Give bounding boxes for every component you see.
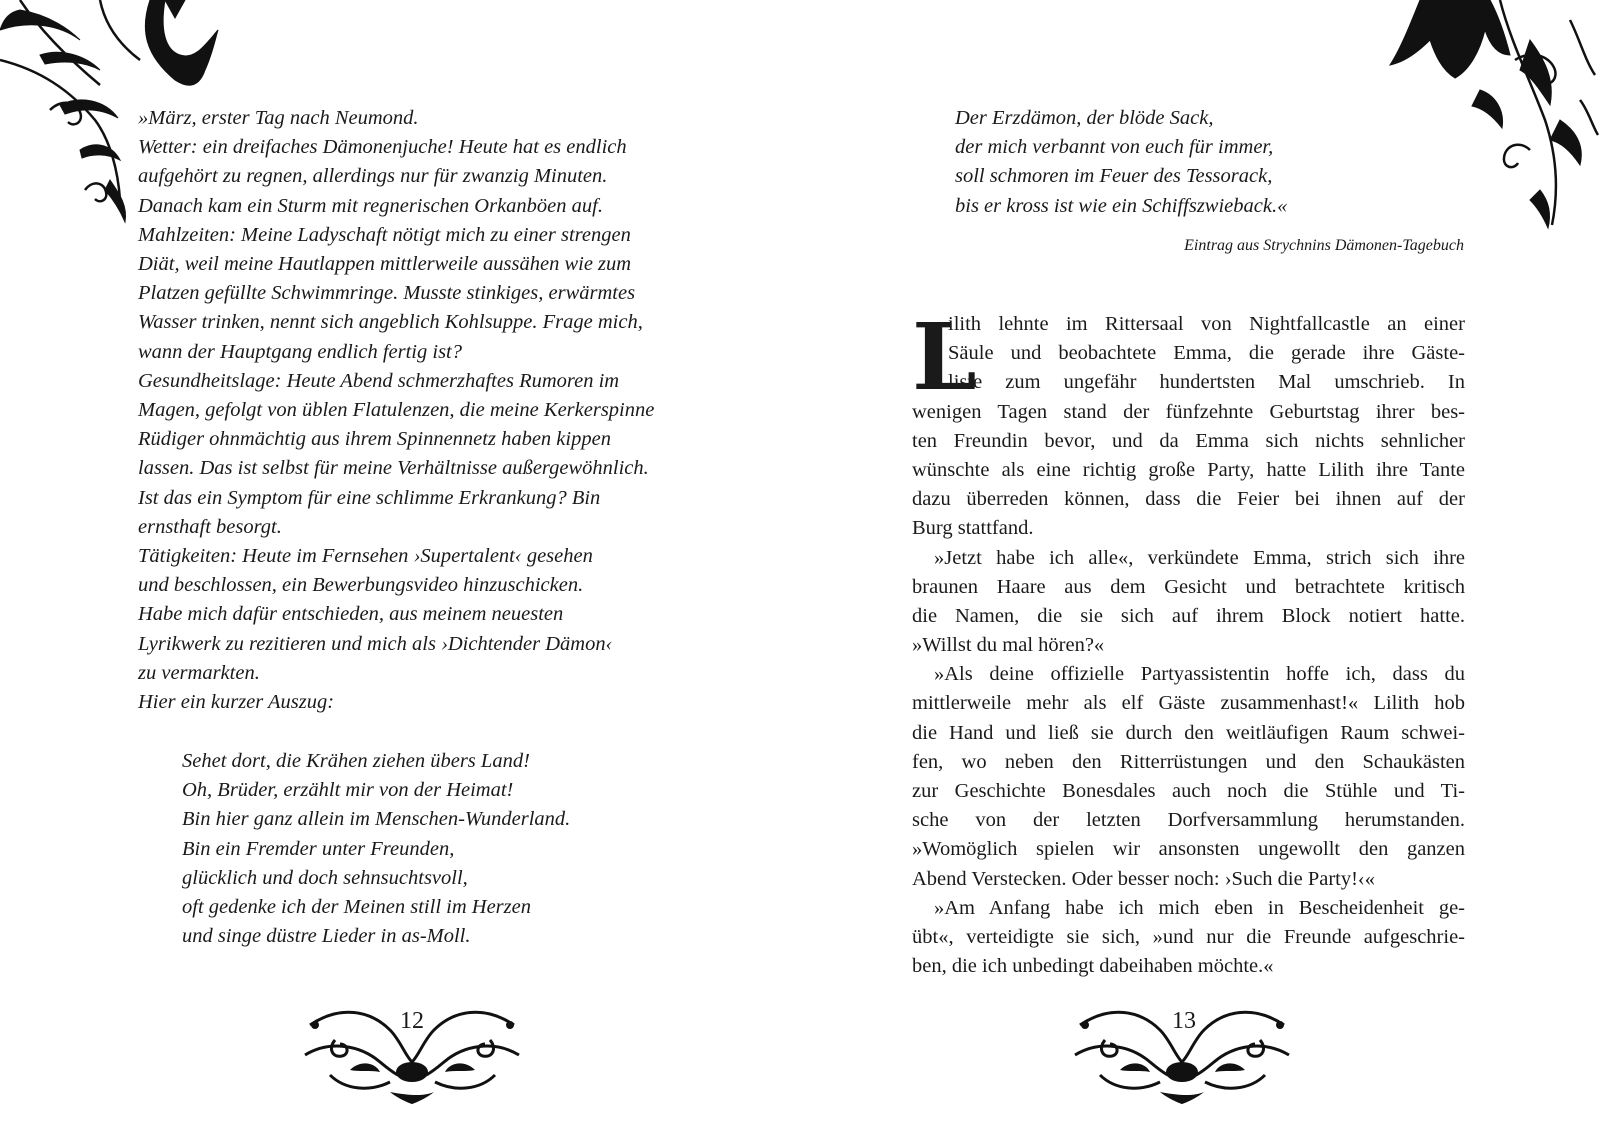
body-line: braunen Haare aus dem Gesicht und betrachtete kritisch <box>912 575 1465 598</box>
diary-attribution: Eintrag aus Strychnins Dämonen-Tagebuch <box>1184 237 1464 254</box>
poem-stanza <box>182 747 570 951</box>
body-line: wenigen Tagen stand der fünfzehnte Geburtstag ihrer bes- <box>912 400 1465 423</box>
diary-line: Danach kam ein Sturm mit regnerischen Orkanböen auf. <box>138 194 603 217</box>
body-line: ten Freundin bevor, und da Emma sich nichts sehnlicher <box>912 429 1465 452</box>
diary-line: und beschlossen, ein Bewerbungsvideo hinzuschicken. <box>138 574 584 597</box>
body-line: Burg stattfand. <box>912 517 1034 540</box>
body-line: liste zum ungefähr hundertsten Mal umschrieb. In <box>948 371 1465 394</box>
diary-line: Wasser trinken, nennt sich angeblich Kohlsuppe. Frage mich, <box>138 311 643 334</box>
body-line: »Womöglich spielen wir ansonsten ungewollt den ganzen <box>912 838 1465 861</box>
body-line: übt«, verteidigte sie sich, »und nur die Freunde aufgeschrie- <box>912 925 1465 948</box>
diary-line: aufgehört zu regnen, allerdings nur für zwanzig Minuten. <box>138 165 608 188</box>
diary-line: Lyrikwerk zu rezitieren und mich als ›Dichtender Dämon‹ <box>138 632 613 655</box>
poem-line: Bin ein Fremder unter Freunden, <box>182 837 455 860</box>
poem-line: Der Erzdämon, der blöde Sack, <box>955 107 1214 129</box>
diary-line: Gesundheitslage: Heute Abend schmerzhaftes Rumoren im <box>138 369 620 392</box>
body-line: die Hand und ließ sie durch den weitläufigen Raum schwei- <box>912 721 1465 744</box>
diary-line: lassen. Das ist selbst für meine Verhältnisse außergewöhnlich. <box>138 457 649 480</box>
page-number: 12 <box>400 1008 424 1034</box>
body-line: die Namen, die sie sich auf ihrem Block notiert hatte. <box>912 604 1465 627</box>
body-line: wünschte als eine richtig große Party, hatte Lilith ihre Tante <box>912 458 1465 481</box>
corner-vine-ornament-top-right <box>1380 0 1600 240</box>
diary-line: Habe mich dafür entschieden, aus meinem neuesten <box>138 603 564 626</box>
diary-line: Tätigkeiten: Heute im Fernsehen ›Supertalent‹ gesehen <box>138 545 593 568</box>
diary-entry <box>138 104 698 717</box>
body-line: ben, die ich unbedingt dabeihaben möchte.« <box>912 955 1274 978</box>
diary-line: Hier ein kurzer Auszug: <box>138 691 335 714</box>
poem-line: bis er kross ist wie ein Schiffszwieback.« <box>955 194 1288 217</box>
poem-line: und singe düstre Lieder in as-Moll. <box>182 925 471 948</box>
poem-line: Sehet dort, die Krähen ziehen übers Land! <box>182 750 530 772</box>
body-line: Abend Verstecken. Oder besser noch: ›Such die Party!‹« <box>912 867 1376 890</box>
poem-stanza-continued <box>955 104 1287 221</box>
diary-line: Rüdiger ohnmächtig aus ihrem Spinnennetz haben kippen <box>138 428 611 451</box>
drop-cap: L <box>912 303 977 411</box>
poem-line: der mich verbannt von euch für immer, <box>955 136 1274 159</box>
diary-line: zu vermarkten. <box>138 661 260 684</box>
diary-line: »März, erster Tag nach Neumond. <box>138 107 419 129</box>
body-line: »Jetzt habe ich alle«, verkündete Emma, strich sich ihre <box>934 546 1465 569</box>
diary-line: Mahlzeiten: Meine Ladyschaft nötigt mich zu einer strengen <box>138 223 631 246</box>
body-line: Säule und beobachtete Emma, die gerade ihre Gäste- <box>948 342 1465 365</box>
poem-line: Oh, Brüder, erzählt mir von der Heimat! <box>182 779 514 802</box>
page-number: 13 <box>1172 1008 1196 1034</box>
body-line: mittlerweile mehr als elf Gäste zusammenhast!« Lilith hob <box>912 692 1465 715</box>
diary-line: ernsthaft besorgt. <box>138 515 282 538</box>
diary-line: Wetter: ein dreifaches Dämonenjuche! Heute hat es endlich <box>138 136 627 159</box>
chapter-body <box>912 303 1465 981</box>
diary-line: Magen, gefolgt von üblen Flatulenzen, die meine Kerkerspinne <box>138 399 655 422</box>
body-line: dazu überreden können, dass die Feier bei ihnen auf der <box>912 488 1465 511</box>
diary-line: Ist das ein Symptom für eine schlimme Erkrankung? Bin <box>138 486 601 509</box>
poem-line: glücklich und doch sehnsuchtsvoll, <box>182 866 468 889</box>
body-line: ilith lehnte im Rittersaal von Nightfallcastle an einer <box>948 313 1465 335</box>
body-line: »Willst du mal hören?« <box>912 634 1105 657</box>
diary-line: wann der Hauptgang endlich fertig ist? <box>138 340 462 363</box>
body-line: fen, wo neben den Ritterrüstungen und den Schaukästen <box>912 750 1465 773</box>
body-line: »Als deine offizielle Partyassistentin hoffe ich, dass du <box>934 663 1465 686</box>
poem-line: Bin hier ganz allein im Menschen-Wunderland. <box>182 808 571 831</box>
body-line: »Am Anfang habe ich mich eben in Bescheidenheit ge- <box>934 896 1465 919</box>
poem-line: soll schmoren im Feuer des Tessorack, <box>955 165 1273 188</box>
body-line: zur Geschichte Bonesdales auch noch die Stühle und Ti- <box>912 780 1465 802</box>
diary-line: Platzen gefüllte Schwimmringe. Musste stinkiges, erwärmtes <box>138 282 636 305</box>
diary-line: Diät, weil meine Hautlappen mittlerweile aussähen wie zum <box>138 253 632 276</box>
body-line: sche von der letzten Dorfversammlung herumstanden. <box>912 809 1465 832</box>
poem-line: oft gedenke ich der Meinen still im Herzen <box>182 896 531 919</box>
